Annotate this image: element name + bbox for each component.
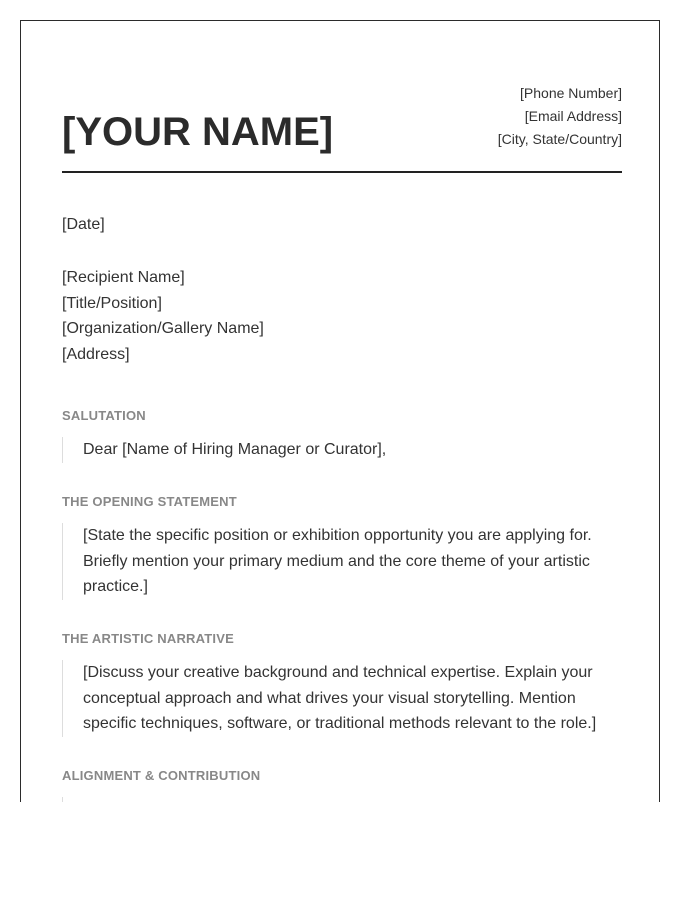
letter-date: [Date] — [62, 216, 105, 233]
contact-block — [498, 82, 622, 151]
narrative-label: THE ARTISTIC NARRATIVE — [62, 631, 234, 646]
salutation-label: SALUTATION — [62, 408, 146, 423]
letter-header — [62, 81, 622, 173]
email-address: [Email Address] — [524, 108, 622, 124]
salutation-text: Dear [Name of Hiring Manager or Curator], — [83, 441, 387, 458]
opening-body — [62, 523, 622, 600]
narrative-text: [Discuss your creative background and technical expertise. Explain your conceptual approach and what drives your visual storytelling. Mention specific techniques, software, or traditional methods relevant to the role.] — [83, 664, 597, 733]
recipient-organization: [Organization/Gallery Name] — [62, 320, 264, 338]
opening-text: [State the specific position or exhibition opportunity you are applying for. Briefly mention your primary medium and the core theme of your artistic practice.] — [83, 527, 592, 596]
narrative-body — [62, 660, 622, 737]
phone-number: [Phone Number] — [520, 85, 622, 101]
salutation-body — [62, 437, 622, 463]
location: [City, State/Country] — [497, 131, 622, 147]
recipient-address: [Address] — [62, 346, 130, 364]
opening-label: THE OPENING STATEMENT — [62, 494, 237, 509]
alignment-label: ALIGNMENT & CONTRIBUTION — [62, 768, 261, 783]
document-page — [20, 20, 660, 802]
recipient-block — [62, 265, 264, 368]
recipient-title: [Title/Position] — [62, 294, 162, 312]
sender-name: [YOUR NAME] — [62, 110, 334, 154]
recipient-name: [Recipient Name] — [62, 269, 185, 286]
alignment-body — [62, 797, 622, 802]
